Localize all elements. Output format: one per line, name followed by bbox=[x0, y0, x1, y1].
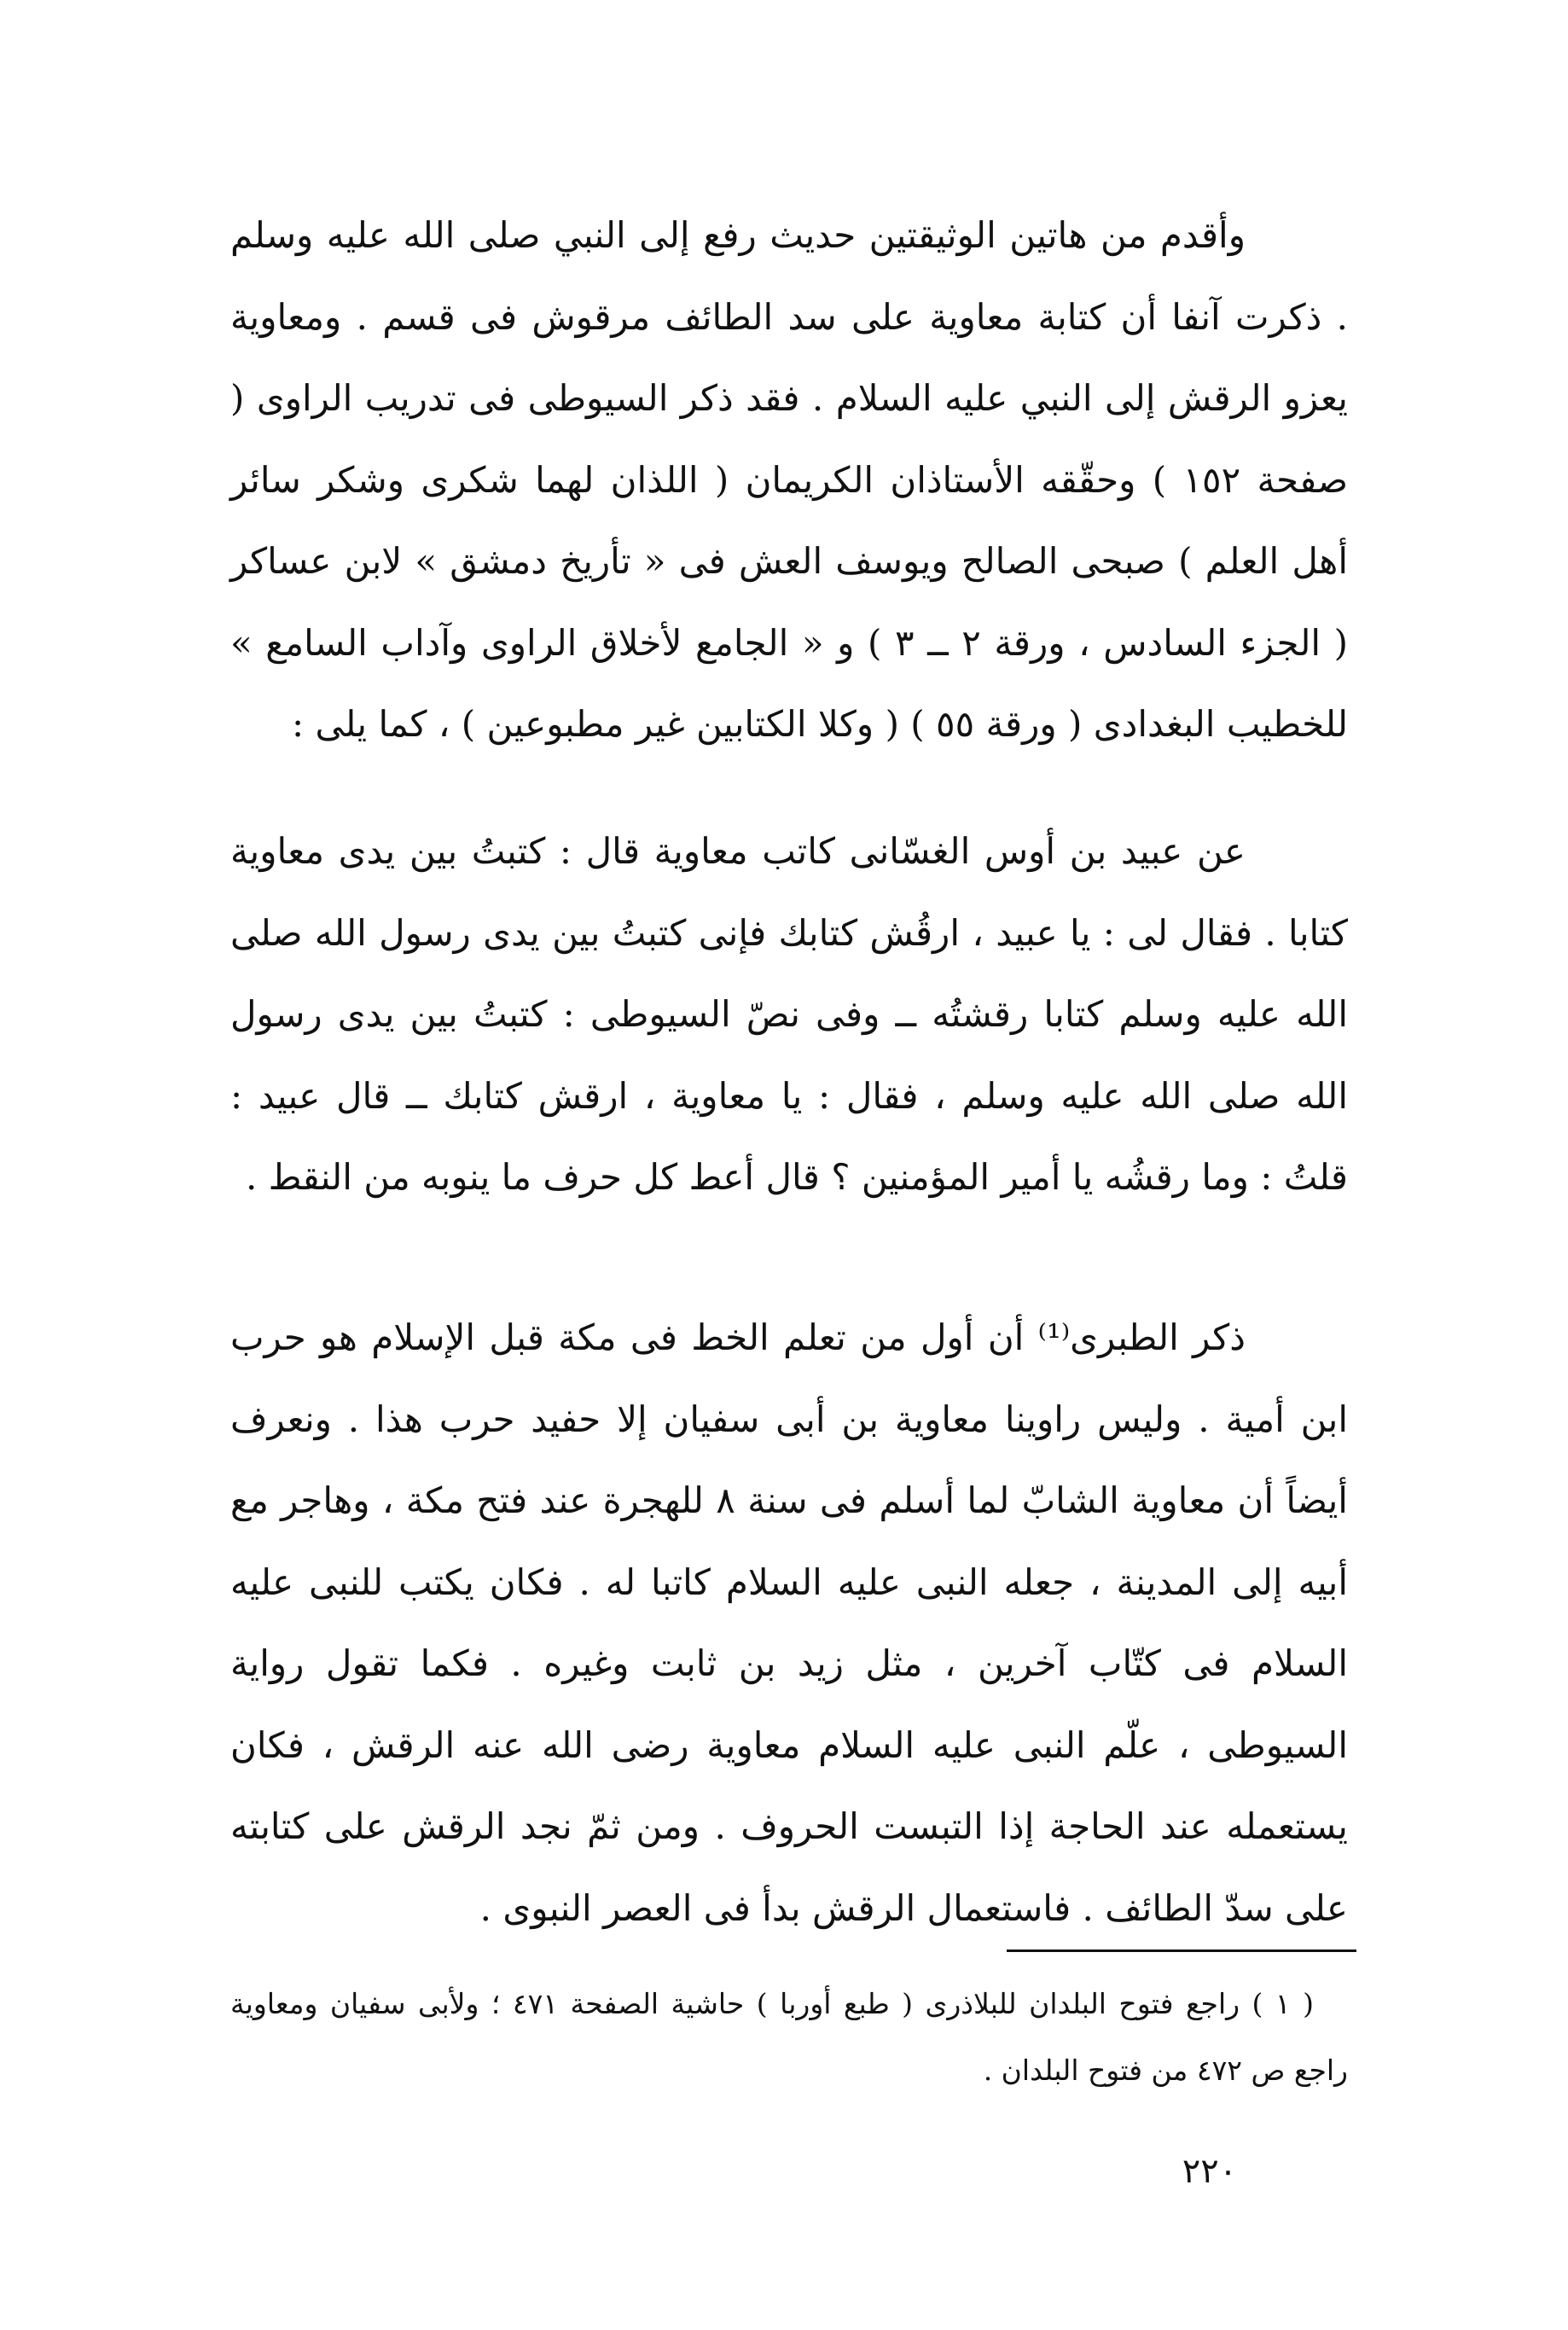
footnote-separator bbox=[1007, 1949, 1356, 1952]
paragraph-3: ذكر الطبرى⁽¹⁾ أن أول من تعلم الخط فى مكة قبل الإسلام هو حرب ابن أمية . وليس راوينا معاوية بن أبى سفيان إلا حفيد حرب هذا . ونعرف أيضاً أن معاوية الشابّ لما أسلم فى سنة ٨ للهجرة عند فتح مكة ، وهاجر مع أبيه إلى المدينة ، جعله النبى عليه السلام كاتبا له . فكان يكتب للنبى عليه السلام فى كتّاب آخرين ، مثل زيد بن ثابت وغيره . فكما تقول رواية السيوطى ، علّم النبى عليه السلام معاوية رضى الله عنه الرقش ، فكان يستعمله عند الحاجة إذا التبست الحروف . ومن ثمّ نجد الرقش على كتابته على سدّ الطائف . فاستعمال الرقش بدأ فى العصر النبوى . bbox=[230, 1316, 1348, 1929]
page-number: ٢٢٠ bbox=[1182, 2152, 1238, 2191]
footnote: ( ١ ) راجع فتوح البلدان للبلاذرى ( طبع أوربا ) حاشية الصفحة ٤٧١ ؛ ولأبى سفيان ومعاوية راجع ص ٤٧٢ من فتوح البلدان . bbox=[230, 1987, 1348, 2087]
paragraph-2: عن عبيد بن أوس الغسّانى كاتب معاوية قال : كتبتُ بين يدى معاوية كتابا . فقال لى : يا عبيد ، ارقُش كتابك فإنى كتبتُ بين يدى رسول الله صلى الله عليه وسلم كتابا رقشتُه ــ وفى نصّ السيوطى : كتبتُ بين يدى رسول الله صلى الله عليه وسلم ، فقال : يا معاوية ، ارقش كتابك ــ قال عبيد : قلتُ : وما رقشُه يا أمير المؤمنين ؟ قال أعط كل حرف ما ينوبه من النقط . bbox=[230, 830, 1348, 1198]
paragraph-1: وأقدم من هاتين الوثيقتين حديث رفع إلى النبي صلى الله عليه وسلم . ذكرت آنفا أن كتابة معاوية على سد الطائف مرقوش فى قسم . ومعاوية يعزو الرقش إلى النبي عليه السلام . فقد ذكر السيوطى فى تدريب الراوى ( صفحة ١٥٢ ) وحقّقه الأستاذان الكريمان ( اللذان لهما شكرى وشكر سائر أهل العلم ) صبحى الصالح ويوسف العش فى « تأريخ دمشق » لابن عساكر ( الجزء السادس ، ورقة ٢ ــ ٣ ) و « الجامع لأخلاق الراوى وآداب السامع » للخطيب البغدادى ( ورقة ٥٥ ) ( وكلا الكتابين غير مطبوعين ) ، كما يلى : bbox=[230, 214, 1349, 745]
